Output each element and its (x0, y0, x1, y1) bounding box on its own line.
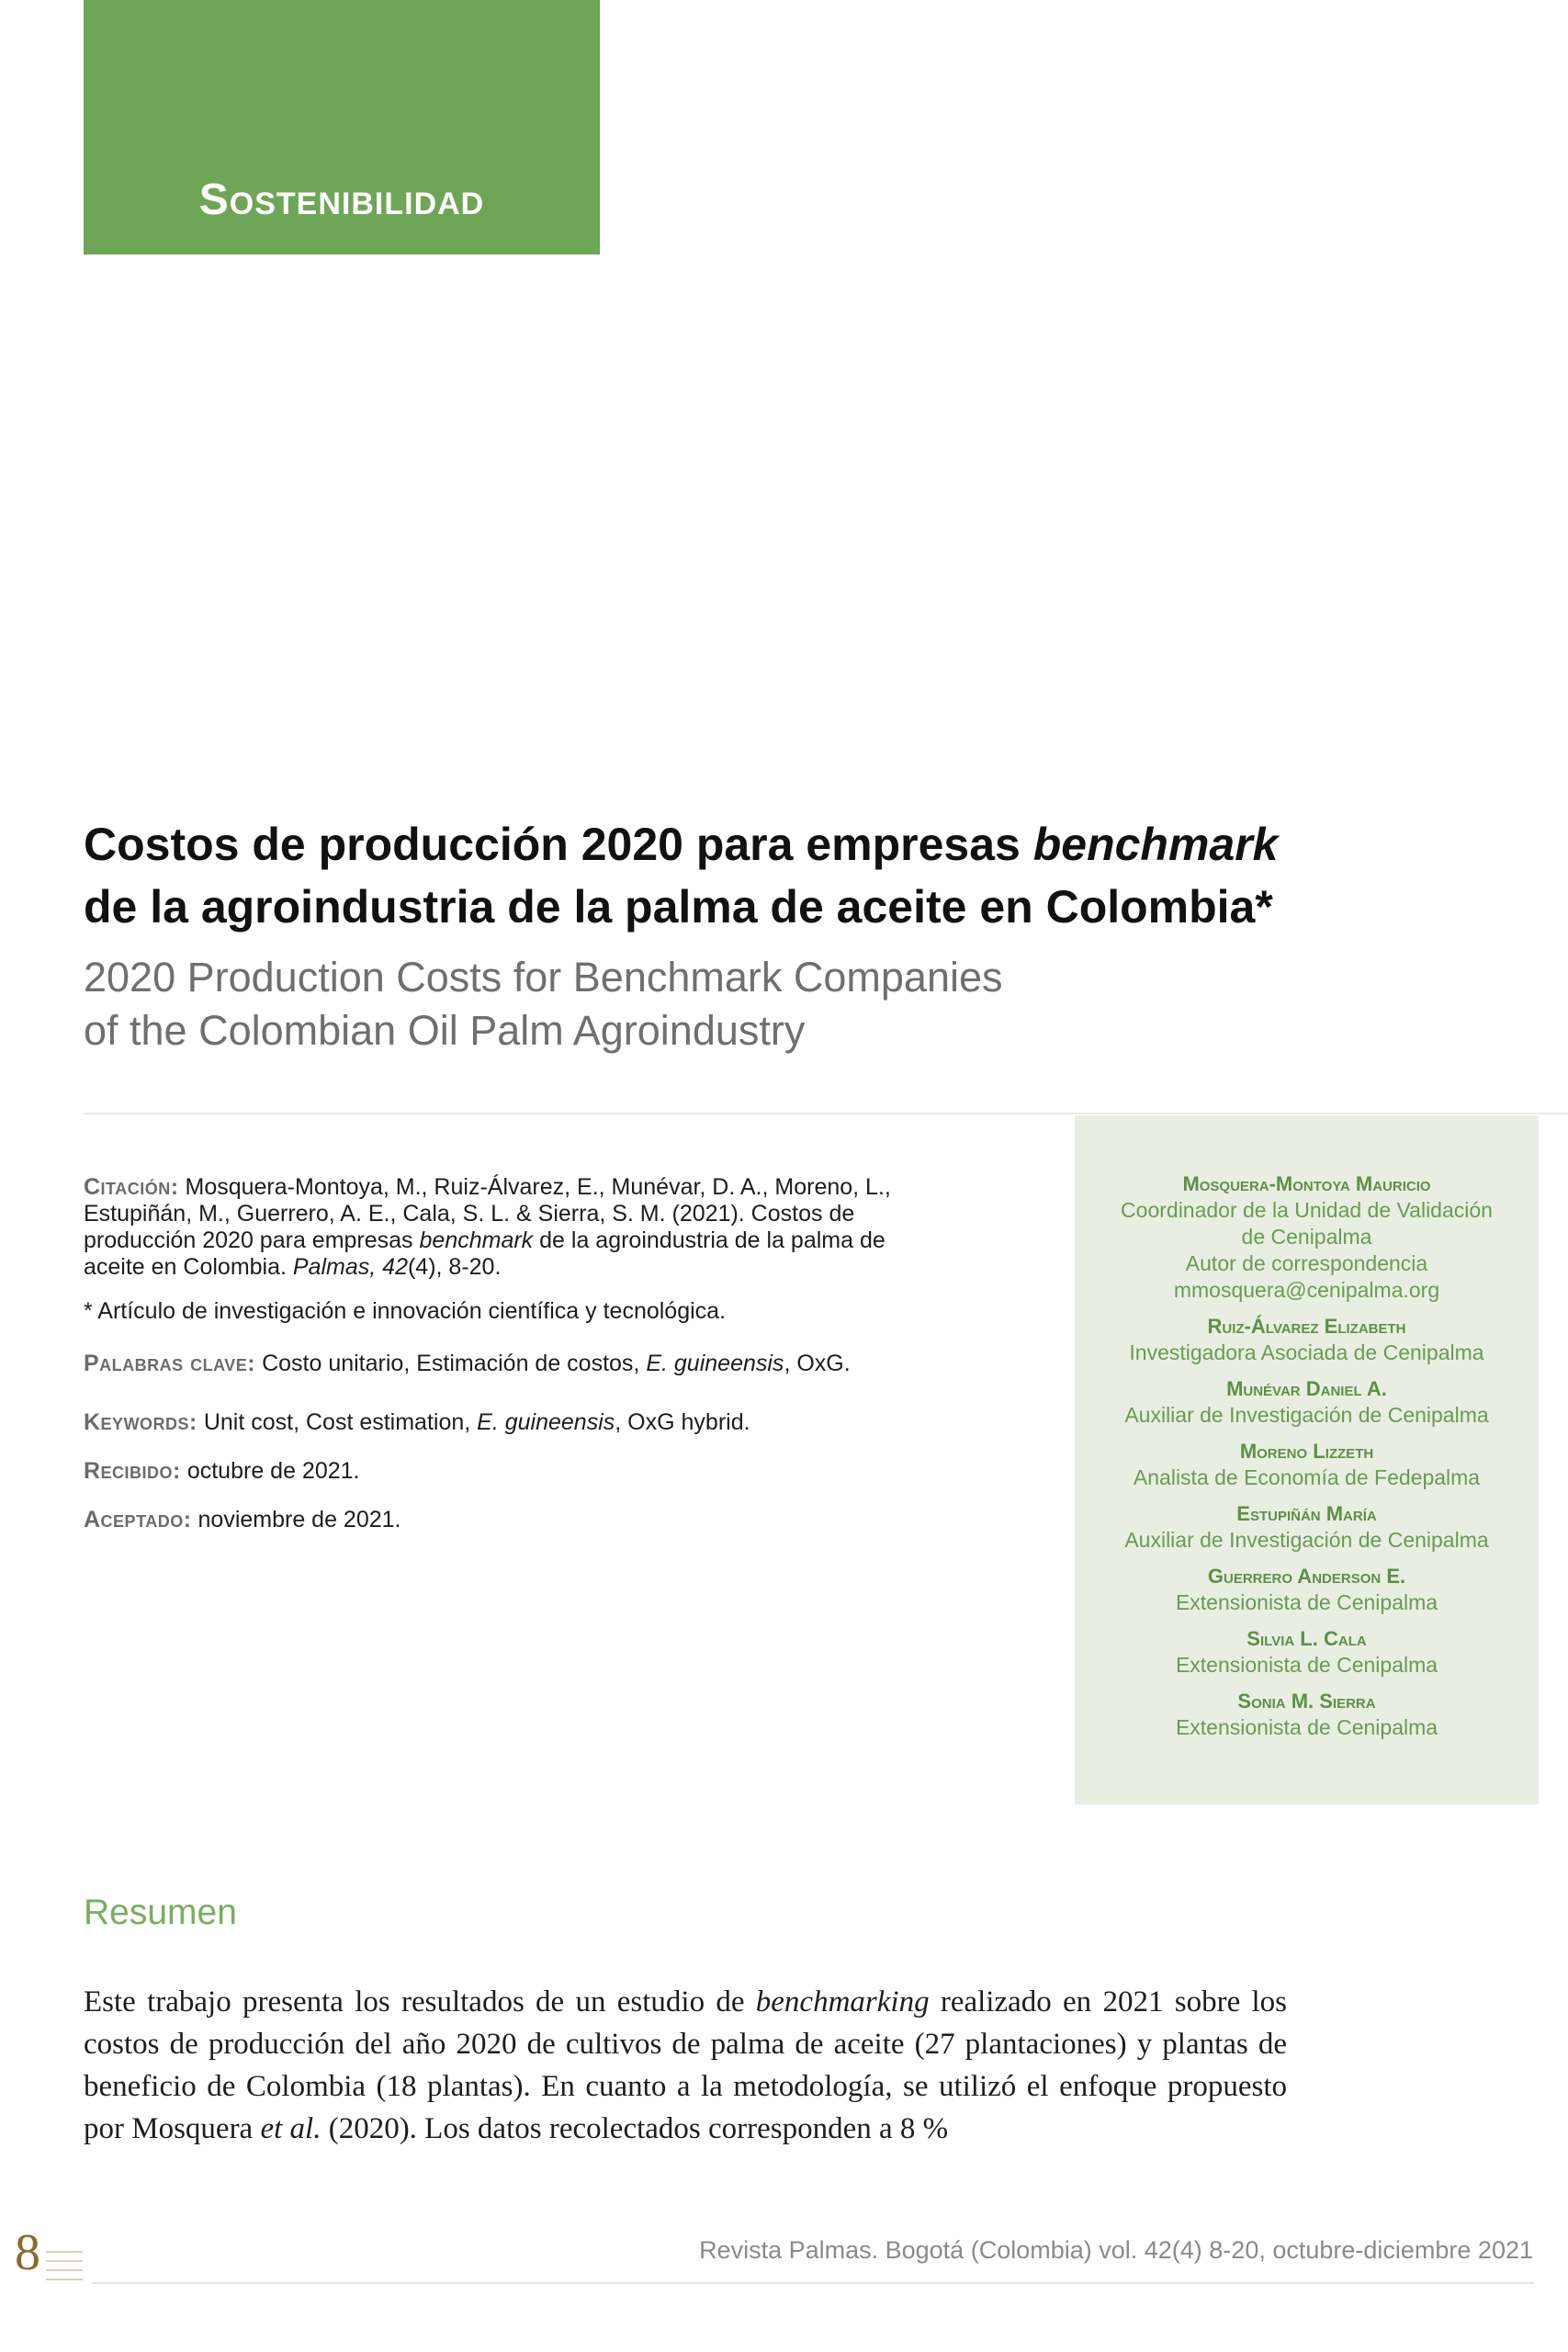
author-affiliation: Extensionista de Cenipalma (1175, 1653, 1438, 1677)
abstract-text: Este trabajo presenta los resultados de un estudio de benchmarking realizado en 2021 sobre los costos de producción del año 2020 de cultivos de palma de aceite (27 plantaciones) y plantas de beneficio de Colombia (18 plantas). En cuanto a la metodología, se utilizó el enfoque propuesto por Mosquera et al. (2020). Los datos recolectados corresponden a 8 % (84, 1985, 1287, 2145)
page-number: 8 (15, 2224, 40, 2281)
author-entry (1075, 1375, 1539, 1429)
author-affiliation: Extensionista de Cenipalma (1175, 1715, 1438, 1739)
authors-list (1075, 1115, 1539, 1741)
author-name: Ruiz-Álvarez Elizabeth (1207, 1315, 1406, 1338)
title-en-line-2: of the Colombian Oil Palm Agroindustry (84, 1007, 806, 1054)
title-text-1: Costos de producción 2020 para empresas (84, 819, 1033, 870)
author-name: Mosquera-Montoya Mauricio (1182, 1172, 1431, 1195)
title-text-2: de la agroindustria de la palma de aceite en Colombia* (84, 881, 1273, 933)
keywords-en: Keywords: Unit cost, Cost estimation, E. guineensis, OxG hybrid. (84, 1409, 750, 1435)
resumen-heading: Resumen (84, 1893, 237, 1932)
author-affiliation: Extensionista de Cenipalma (1175, 1590, 1438, 1614)
title-en-line-1: 2020 Production Costs for Benchmark Companies (84, 954, 1003, 1001)
article-title-english (84, 951, 1324, 1057)
author-entry (1075, 1500, 1539, 1554)
title-italic: benchmark (1032, 819, 1279, 870)
author-affiliation: Auxiliar de Investigación de Cenipalma (1124, 1403, 1489, 1427)
author-name: Guerrero Anderson E. (1207, 1565, 1406, 1588)
author-affiliation: mmosquera@cenipalma.org (1173, 1278, 1440, 1302)
author-entry (1075, 1688, 1539, 1741)
author-affiliation: Auxiliar de Investigación de Cenipalma (1124, 1528, 1489, 1552)
author-name: Moreno Lizzeth (1239, 1440, 1374, 1463)
author-name: Munévar Daniel A. (1226, 1377, 1387, 1400)
author-entry (1075, 1625, 1539, 1679)
keywords-es: Palabras clave: Costo unitario, Estimación de costos, E. guineensis, OxG. (84, 1351, 851, 1376)
author-affiliation: Autor de correspondencia (1185, 1251, 1428, 1275)
page-number-lines-icon (46, 2245, 86, 2290)
author-affiliation: de Cenipalma (1241, 1225, 1372, 1249)
author-affiliation: Coordinador de la Unidad de Validación (1121, 1198, 1493, 1222)
footer-rule (92, 2282, 1534, 2284)
section-label: Sostenibilidad (198, 175, 485, 224)
section-tag (84, 0, 600, 254)
accepted-date: Aceptado: noviembre de 2021. (84, 1507, 401, 1532)
article-title (84, 813, 1324, 938)
citation: Citación: Mosquera-Montoya, M., Ruiz-Álvarez, E., Munévar, D. A., Moreno, L., Estupiñán, M., Guerrero, A. E., Cala, S. L. & Sierra, S. M. (2021). Costos de producción 2020 para empresas benchmark de la agroindustria de la palma de aceite en Colombia. Palmas, 42(4), 8-20. (84, 1174, 891, 1280)
received-date: Recibido: octubre de 2021. (84, 1458, 360, 1484)
author-entry (1075, 1438, 1539, 1491)
author-name: Estupiñán María (1236, 1502, 1377, 1525)
author-name: Silvia L. Cala (1247, 1627, 1367, 1650)
author-name: Sonia M. Sierra (1237, 1690, 1376, 1713)
author-entry (1075, 1313, 1539, 1366)
divider (84, 1113, 1568, 1114)
footer-citation: Revista Palmas. Bogotá (Colombia) vol. 42(4) 8-20, octubre-diciembre 2021 (699, 2236, 1533, 2264)
article-metadata (84, 1174, 1002, 1533)
author-entry (1075, 1563, 1539, 1616)
author-affiliation: Analista de Economía de Fedepalma (1133, 1465, 1481, 1489)
author-affiliation: Investigadora Asociada de Cenipalma (1129, 1340, 1484, 1364)
authors-panel (1075, 1115, 1539, 1804)
article-note: * Artículo de investigación e innovación científica y tecnológica. (84, 1298, 727, 1324)
author-entry (1075, 1170, 1539, 1304)
